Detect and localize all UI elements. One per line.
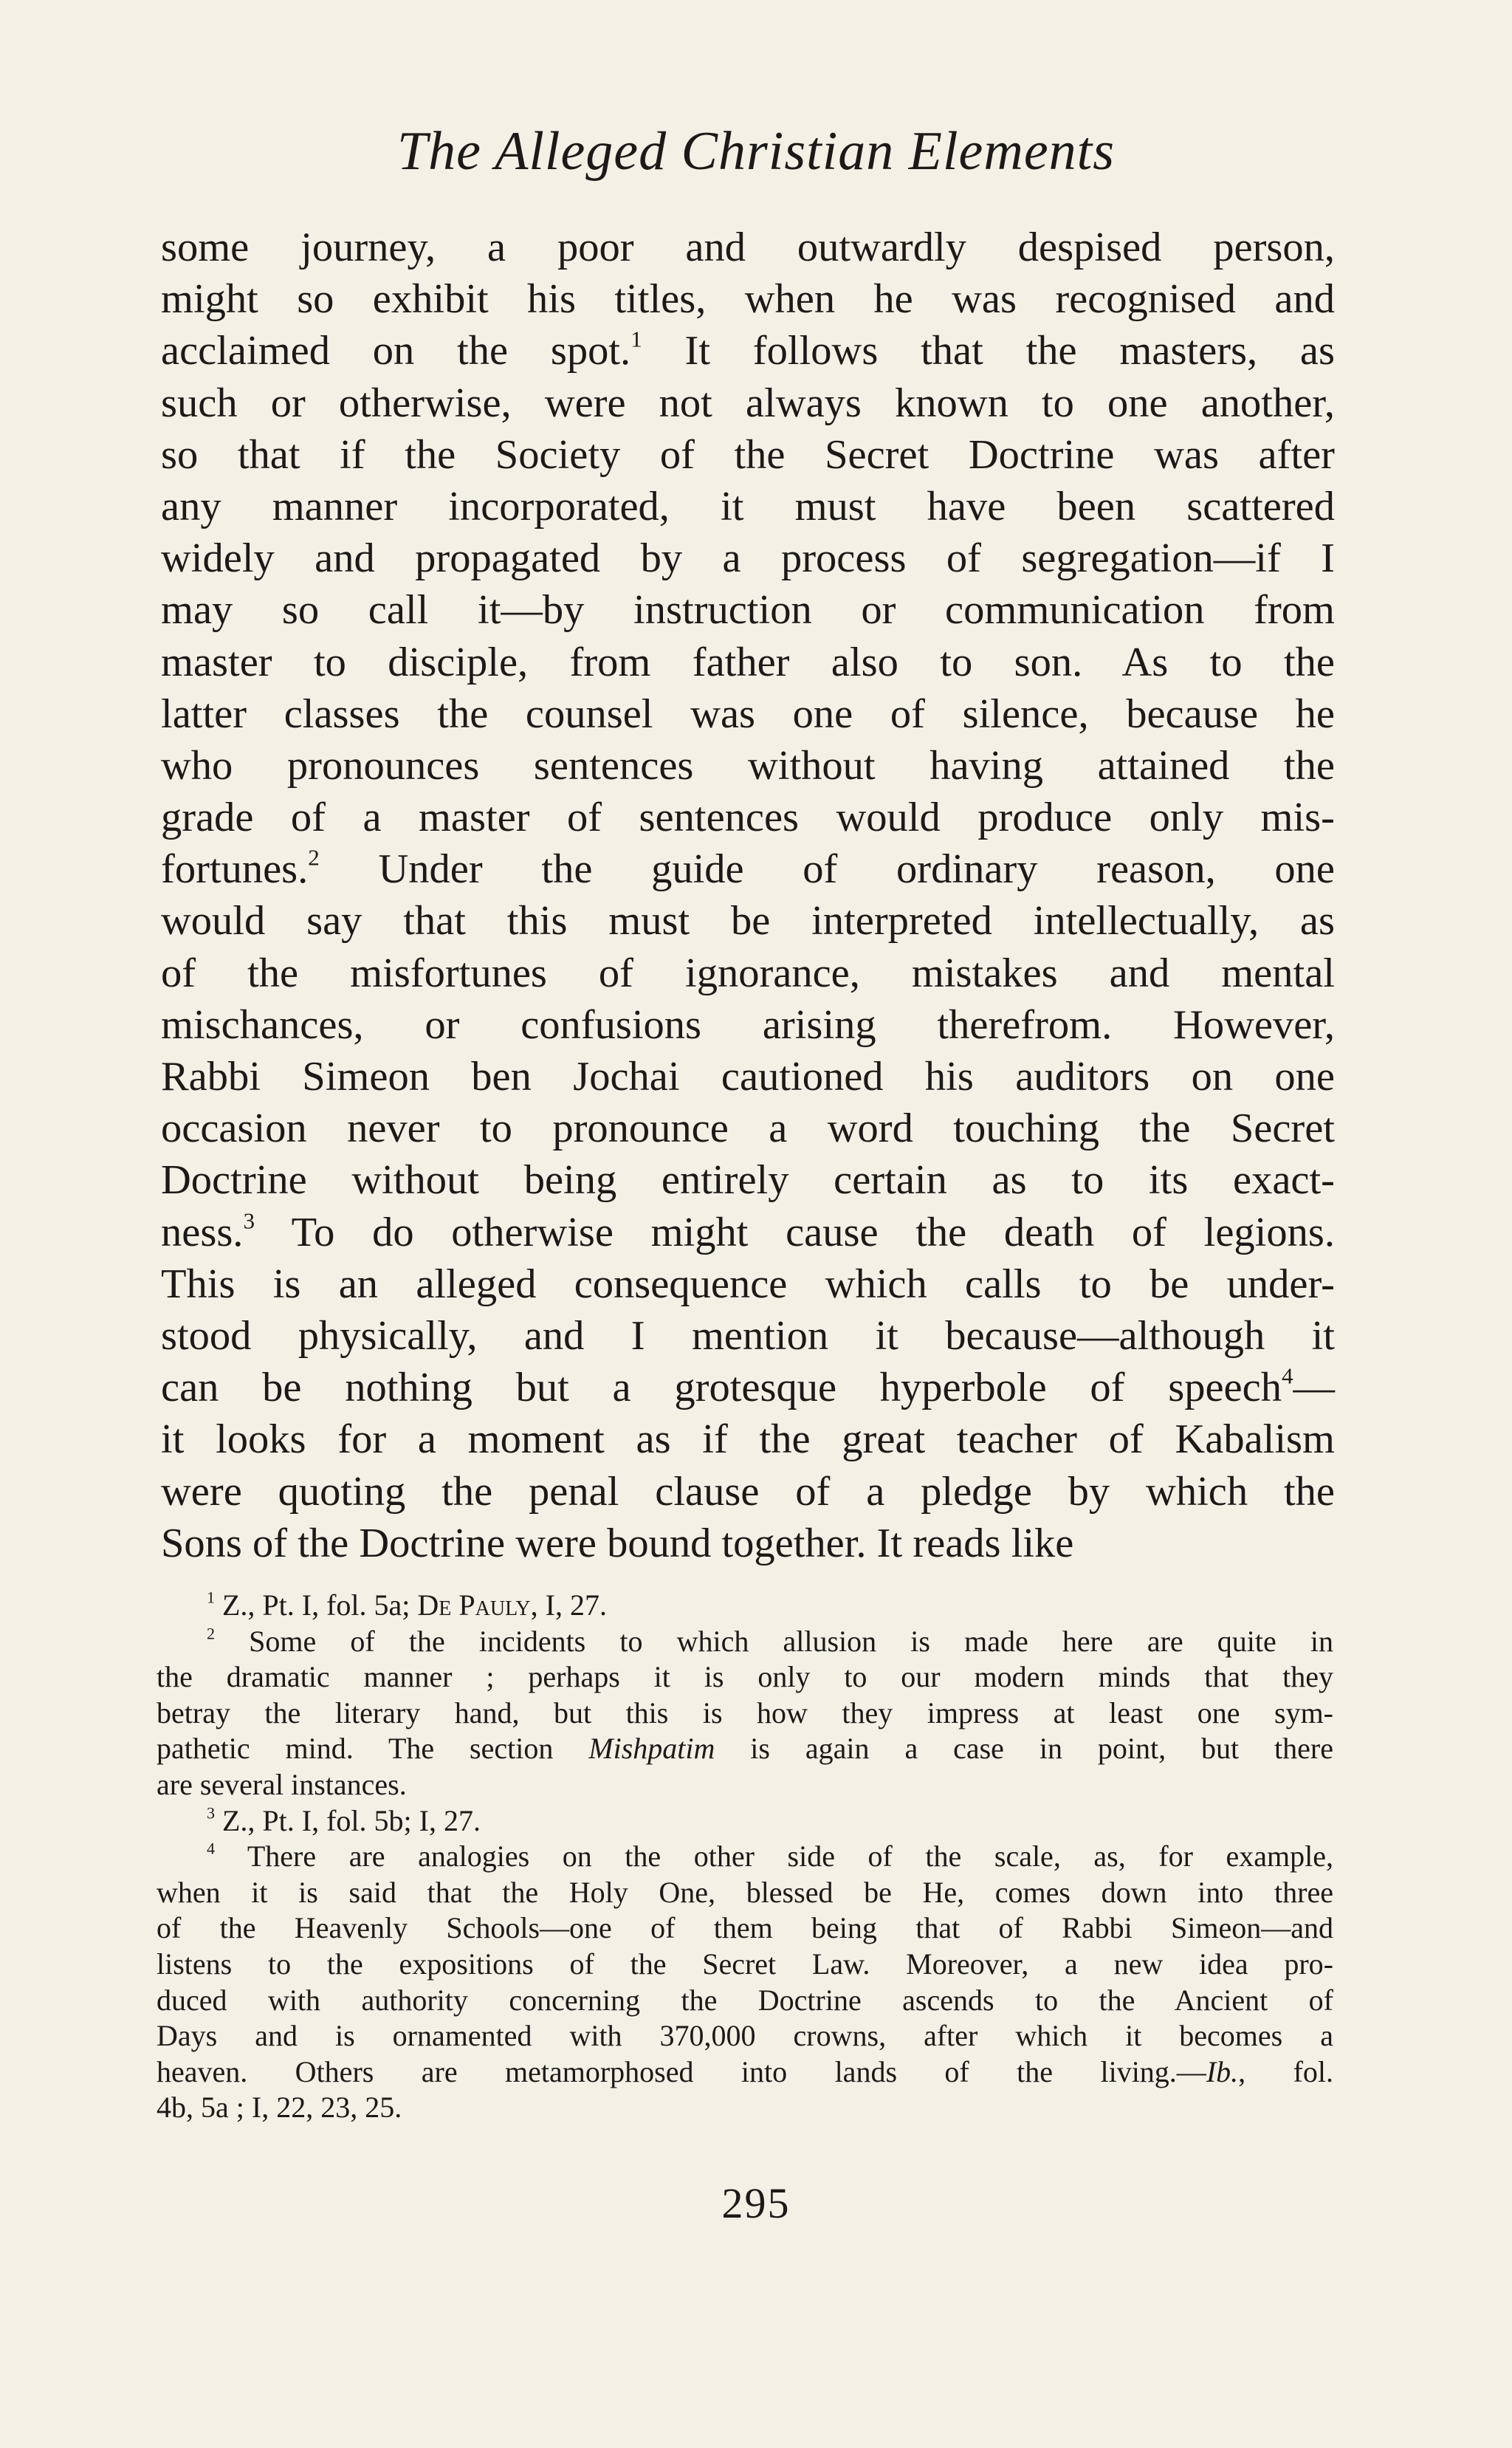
body-line-5: so that if the Society of the Secret Doctrine was after	[161, 431, 1335, 478]
footnote-4-marker: 4	[207, 1839, 215, 1858]
note-ref-1[interactable]: 1	[630, 326, 642, 353]
footnote-4-ibid: Ib.	[1206, 2054, 1239, 2088]
body-line-23-end: —	[1293, 1365, 1335, 1411]
body-line-9: master to disciple, from father also to son. As to the	[161, 639, 1335, 685]
body-line-15: of the misfortunes of ignorance, mistakes and mental	[161, 950, 1335, 996]
body-line-2: might so exhibit his titles, when he was recognised and	[161, 276, 1335, 323]
footnote-1-marker: 1	[207, 1588, 215, 1607]
body-line-3-start: acclaimed on the spot.	[161, 328, 631, 374]
footnote-2-section-title: Mishpatim	[588, 1732, 715, 1766]
footnote-2-line-5: are several instances.	[157, 1767, 407, 1801]
note-ref-4[interactable]: 4	[1281, 1362, 1293, 1389]
footnote-3	[157, 1803, 1333, 1840]
note-ref-3[interactable]: 3	[243, 1207, 255, 1234]
footnote-4-line-7-start: heaven. Others are metamorphosed into lands of the living.—	[157, 2054, 1206, 2088]
body-line-8: may so call it—by instruction or communication from	[161, 587, 1335, 634]
body-line-20-start: ness.	[161, 1209, 244, 1255]
footnote-2-line-1	[157, 1624, 1333, 1660]
footnote-1-ref: Z., Pt. I, fol. 5a;	[222, 1588, 410, 1622]
footnote-2-line-4-start: pathetic mind. The section	[157, 1732, 589, 1766]
footnote-4-line-2: when it is said that the Holy One, blessed be He, comes down into three	[157, 1875, 1333, 1909]
body-line-22: stood physically, and I mention it because—although it	[161, 1312, 1335, 1359]
body-line-20-end: To do otherwise might cause the death of legions.	[254, 1209, 1335, 1255]
page-number: 295	[721, 2179, 791, 2227]
body-line-23	[161, 1362, 1335, 1413]
body-line-10: latter classes the counsel was one of silence, because he	[161, 690, 1335, 737]
body-line-18: occasion never to pronounce a word touching the Secret	[161, 1105, 1335, 1152]
footnote-4-line-4: listens to the expositions of the Secret Law. Moreover, a new idea pro-	[157, 1947, 1333, 1981]
body-line-12: grade of a master of sentences would produce only mis-	[161, 795, 1335, 841]
body-line-7: widely and propagated by a process of segregation—if I	[161, 535, 1335, 582]
body-line-23-start: can be nothing but a grotesque hyperbole of speech	[161, 1365, 1282, 1411]
footnote-4-line-7-end: , fol.	[1238, 2054, 1333, 2088]
body-line-13-end: Under the guide of ordinary reason, one	[319, 846, 1335, 893]
footnote-2-line-4	[157, 1731, 1333, 1767]
body-text	[161, 222, 1335, 1569]
footnote-1-ref-end: , I, 27.	[530, 1588, 607, 1622]
body-line-4: such or otherwise, were not always known to one another,	[161, 380, 1335, 426]
footnote-2-marker: 2	[207, 1624, 215, 1643]
body-line-16: mischances, or confusions arising therefrom. However,	[161, 1001, 1335, 1048]
footnote-4-line-7	[157, 2054, 1333, 2091]
footnote-1	[157, 1588, 1333, 1624]
body-line-3	[161, 325, 1335, 377]
body-line-21: This is an alleged consequence which calls to be under-	[161, 1261, 1335, 1307]
body-line-3-end: It follows that the masters, as	[642, 328, 1335, 374]
body-line-26: Sons of the Doctrine were bound together. It reads like	[161, 1520, 1074, 1566]
footnote-2-line-3: betray the literary hand, but this is how they impress at least one sym-	[157, 1696, 1333, 1729]
body-line-24: it looks for a moment as if the great teacher of Kabalism	[161, 1416, 1335, 1463]
body-line-19: Doctrine without being entirely certain as to its exact-	[161, 1157, 1335, 1204]
footnote-4-line-1	[157, 1839, 1333, 1875]
body-line-1: some journey, a poor and outwardly despised person,	[161, 224, 1335, 270]
footnote-3-marker: 3	[207, 1803, 215, 1823]
footnote-4-line-6: Days and is ornamented with 370,000 crowns, after which it becomes a	[157, 2019, 1333, 2053]
footnote-4-line-5: duced with authority concerning the Doctrine ascends to the Ancient of	[157, 1983, 1333, 2017]
body-line-17: Rabbi Simeon ben Jochai cautioned his auditors on one	[161, 1054, 1335, 1100]
body-line-6: any manner incorporated, it must have been scattered	[161, 483, 1335, 529]
footnote-1-author: De Pauly	[417, 1588, 531, 1622]
footnote-4-line-8: 4b, 5a ; I, 22, 23, 25.	[157, 2091, 402, 2125]
footnote-2-line-4-end: is again a case in point, but there	[715, 1732, 1334, 1766]
note-ref-2[interactable]: 2	[308, 844, 320, 871]
footnote-2-line-1-text: Some of the incidents to which allusion is made here are quite in	[249, 1624, 1334, 1658]
running-head: The Alleged Christian Elements	[396, 121, 1116, 182]
footnote-4-line-3: of the Heavenly Schools—one of them being that of Rabbi Simeon—and	[157, 1911, 1333, 1945]
body-line-20	[161, 1207, 1335, 1258]
body-line-11: who pronounces sentences without having attained the	[161, 742, 1335, 789]
body-line-13	[161, 843, 1335, 895]
body-line-14: would say that this must be interpreted intellectually, as	[161, 898, 1335, 944]
footnotes	[157, 1588, 1333, 2126]
footnote-4-line-1-text: There are analogies on the other side of the scale, as, for example,	[247, 1840, 1333, 1873]
footnote-2-line-2: the dramatic manner ; perhaps it is only to our modern minds that they	[157, 1660, 1333, 1694]
body-line-13-start: fortunes.	[161, 846, 309, 893]
body-line-25: were quoting the penal clause of a pledge by which the	[161, 1468, 1335, 1515]
footnote-3-text: Z., Pt. I, fol. 5b; I, 27.	[222, 1803, 481, 1837]
